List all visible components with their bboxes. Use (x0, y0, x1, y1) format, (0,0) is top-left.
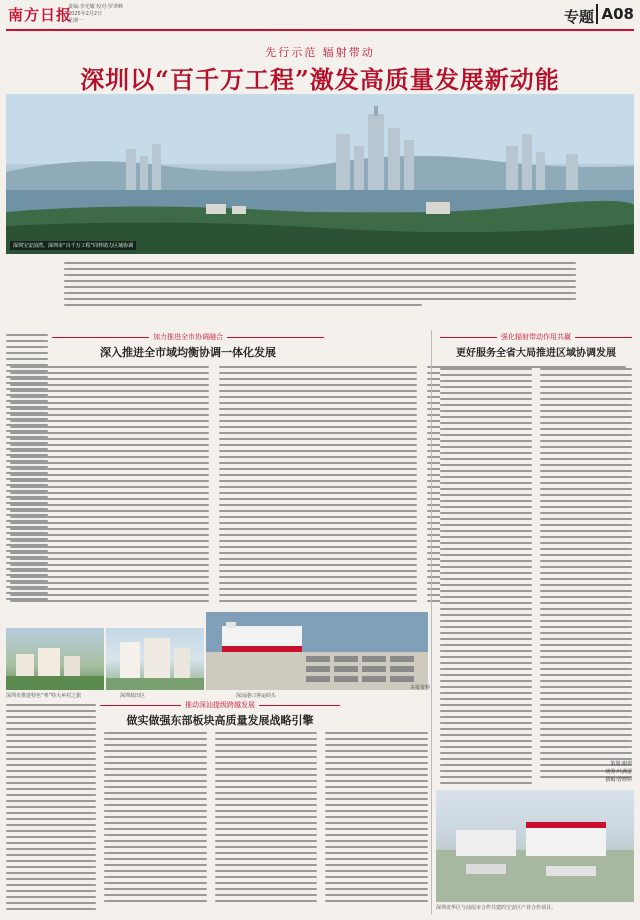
newspaper-logo: 南方日报 (8, 6, 73, 24)
section3-label-bar (100, 700, 340, 710)
village-photo-caption: 深圳市推进特色“粤”特大乡村之旅 (6, 693, 82, 699)
page-number: A08 (596, 4, 634, 24)
credit-coordination: 统筹:叶满雷 (605, 769, 632, 775)
main-headline: 深圳以“百千万工程”激发高质量发展新动能 (80, 65, 560, 94)
credit-writer: 撰稿:曾晓婷 (605, 777, 632, 783)
editor-line: 责编:李光耀 校对:罗翠峰 (68, 4, 123, 10)
section1-label-bar (52, 332, 324, 342)
village-photo (6, 628, 104, 690)
section2-label-bar (440, 332, 632, 342)
column-divider (431, 330, 432, 914)
skyline-illustration (6, 94, 634, 254)
hero-caption: 深圳宝安前湾。深圳市“百千万工程”同样助力区域协调 (10, 241, 136, 250)
masthead (0, 0, 640, 30)
masthead-meta (68, 4, 123, 25)
section3-body (104, 732, 428, 914)
date-line: 2025年2月2日 (68, 11, 103, 17)
section2-title: 更好服务全省大局推进区域协调发展 (456, 348, 616, 359)
port-photo (206, 612, 428, 690)
hero-skyline-photo (6, 94, 634, 254)
intro-text (64, 262, 576, 320)
section3-label: 推动深汕提级跨越发展 (185, 701, 255, 709)
credit-plan: 策划:谢璟 (610, 761, 632, 767)
industrial-park-illustration (436, 790, 634, 902)
credits (560, 760, 632, 784)
port-illustration (206, 612, 428, 690)
section2-label: 强化辐射带动作用共赢 (501, 333, 571, 341)
section-label: 专题 (563, 8, 594, 26)
section3-title: 做实做强东部板块高质量发展战略引擎 (126, 714, 314, 727)
industrial-park-caption: 深圳龙华区与汕尾市合作共建的宝安区产业合作项目。 (436, 905, 557, 911)
industrial-park-photo (436, 790, 634, 902)
section1-label: 加力推进全市协调融合 (153, 333, 223, 341)
buildings-illustration (106, 628, 204, 690)
yantian-photo (106, 628, 204, 690)
section2-body (440, 368, 632, 788)
port-photo-credit: 本报资料 (409, 685, 430, 691)
headline-kicker: 先行示范 辐射带动 (265, 46, 375, 59)
weekday-line: 星期一 (68, 18, 84, 24)
village-illustration (6, 628, 104, 690)
port-photo-caption: 深汕港口客运码头 (236, 693, 277, 699)
masthead-divider (6, 29, 634, 31)
section3-left-text (6, 704, 96, 914)
yantian-photo-caption: 深圳盐田区 (120, 693, 146, 699)
section1-title: 深入推进全市域均衡协调一体化发展 (100, 346, 276, 359)
